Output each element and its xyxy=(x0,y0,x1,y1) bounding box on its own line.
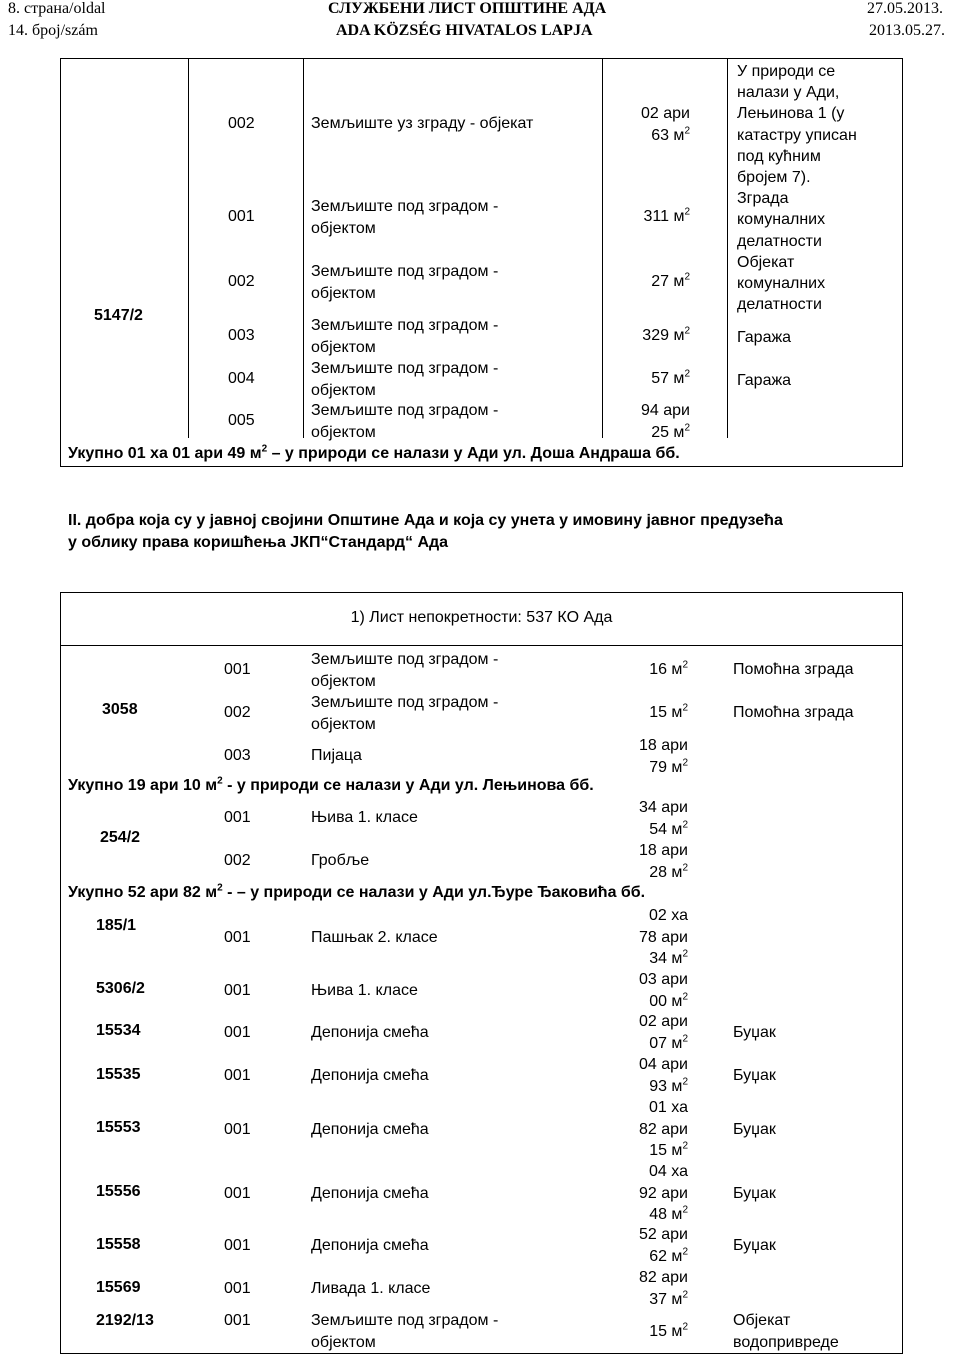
area-m2: 15 $м^2$ xyxy=(649,1321,688,1340)
area-value: 02 ха xyxy=(649,907,688,924)
note-text: Буџак xyxy=(733,1067,776,1084)
parcel-number: 15534 xyxy=(96,1022,141,1039)
note-text: Помоћна зграда xyxy=(733,704,854,721)
parcel-number: 5306/2 xyxy=(96,980,145,997)
area-value: 02 ари xyxy=(641,105,690,122)
superscript-2: 2 xyxy=(684,368,690,380)
superscript-2: 2 xyxy=(217,775,223,787)
section-heading-line-1: II. добра која су у јавној својини Општине Ада и која су унета у имовину јавног предузећа xyxy=(68,512,783,529)
superscript-2: 2 xyxy=(682,1289,688,1301)
land-use: Земљиште под зградом - xyxy=(311,317,499,334)
plot-number: 003 xyxy=(224,747,251,764)
area-value: 78 ари xyxy=(639,928,688,946)
land-use: Депонија смећа xyxy=(311,1121,429,1138)
area-m2: 25 $м^2$ xyxy=(651,422,690,441)
superscript-2: 2 xyxy=(682,819,688,831)
superscript-2: 2 xyxy=(684,422,690,434)
parcel-number: 15553 xyxy=(96,1119,141,1136)
note-block: комуналних xyxy=(737,211,826,229)
land-use: објектом xyxy=(311,382,376,399)
plot-number: 004 xyxy=(228,370,255,387)
superscript-2: 2 xyxy=(682,702,688,714)
plot-number: 001 xyxy=(224,1280,251,1297)
note-text: Објекат xyxy=(733,1312,791,1329)
plot-number: 002 xyxy=(228,115,255,132)
land-use: Земљиште под зградом - xyxy=(311,360,499,377)
note-text: водопривреде xyxy=(733,1334,839,1351)
superscript-2: 2 xyxy=(682,1204,688,1216)
area-value: 94 ари xyxy=(641,402,690,419)
land-use: Депонија смећа xyxy=(311,1185,429,1202)
date-sr: 27.05.2013. xyxy=(867,0,943,17)
area-value: 03 ари xyxy=(639,971,688,988)
section-heading-line-2: у облику права коришћења ЈКП“Стандард“ Ада xyxy=(68,534,449,551)
land-use: Земљиште под зградом - xyxy=(311,651,499,668)
note-text: Гаража xyxy=(737,372,792,389)
land-use: објектом xyxy=(311,716,376,733)
note-block: Зграда xyxy=(737,190,789,208)
table-2-caption: 1) Лист непокретности: 537 КО Ада xyxy=(350,609,613,626)
plot-number: 001 xyxy=(224,1312,251,1329)
area-m2: 34 $м^2$ xyxy=(649,948,688,967)
area-m2: 93 $м^2$ xyxy=(649,1076,688,1095)
total-line: Укупно 52 ари 82 $м^2$ - – у природи се налази у Ади ул.Ђуре Ђаковића бб. xyxy=(68,882,646,901)
plot-number: 002 xyxy=(224,852,251,869)
land-use: Депонија смећа xyxy=(311,1067,429,1084)
note-block: У природи се xyxy=(737,63,836,80)
land-use: Депонија смећа xyxy=(311,1237,429,1254)
area-m2: 329 $м^2$ xyxy=(642,325,690,344)
area-value: 82 ари xyxy=(639,1269,688,1286)
superscript-2: 2 xyxy=(261,443,268,455)
note-text: Буџак xyxy=(733,1237,776,1254)
superscript-2: 2 xyxy=(682,1140,688,1152)
note-block: Објекат xyxy=(737,253,795,271)
superscript-2: 2 xyxy=(682,948,688,960)
plot-number: 003 xyxy=(228,327,255,344)
land-use: Земљиште под зградом - xyxy=(311,263,499,280)
area-m2: 63 $м^2$ xyxy=(651,125,690,144)
note-block: налази у Ади, xyxy=(737,84,840,102)
land-use: Пијаца xyxy=(311,747,362,764)
note-block: катастру уписан xyxy=(737,126,857,144)
gazette-title-hu: ADA KÖZSÉG HIVATALOS LAPJA xyxy=(336,22,593,39)
land-use: објектом xyxy=(311,285,376,302)
land-use: Земљиште уз зграду - објекат xyxy=(311,115,534,132)
plot-number: 001 xyxy=(228,208,255,225)
note-block: под кућним xyxy=(737,147,821,165)
area-m2: 15 $м^2$ xyxy=(649,1140,688,1159)
note-block: Лењинова 1 (у xyxy=(737,105,845,123)
date-hu: 2013.05.27. xyxy=(869,22,945,39)
area-m2: 15 $м^2$ xyxy=(649,702,688,721)
plot-number: 001 xyxy=(224,929,251,946)
superscript-2: 2 xyxy=(682,1246,688,1258)
plot-number: 001 xyxy=(224,1185,251,1202)
parcel-number: 185/1 xyxy=(96,917,137,934)
area-value: 04 ари xyxy=(639,1056,688,1073)
superscript-2: 2 xyxy=(682,659,688,671)
land-use: Њива 1. класе xyxy=(311,809,418,826)
total-line: Укупно 19 ари 10 $м^2$ - у природи се налази у Ади ул. Лењинова бб. xyxy=(68,775,594,794)
parcel-number: 2192/13 xyxy=(96,1312,154,1329)
area-m2: 28 $м^2$ xyxy=(649,862,688,881)
land-use: објектом xyxy=(311,339,376,356)
land-use: Земљиште под зградом - xyxy=(311,694,499,711)
area-value: 04 ха xyxy=(649,1163,688,1180)
plot-number: 005 xyxy=(228,412,255,429)
plot-number: 001 xyxy=(224,1024,251,1041)
area-value: 34 ари xyxy=(639,799,688,816)
area-value: 82 ари xyxy=(639,1120,688,1138)
area-m2: 37 $м^2$ xyxy=(649,1289,688,1308)
area-m2: 27 $м^2$ xyxy=(651,271,690,290)
area-m2: 311 $м^2$ xyxy=(643,206,690,225)
plot-number: 001 xyxy=(224,1121,251,1138)
note-block: бројем 7). xyxy=(737,169,811,186)
land-use: Депонија смећа xyxy=(311,1024,429,1041)
area-m2: 48 $м^2$ xyxy=(649,1204,688,1223)
land-use: Пашњак 2. класе xyxy=(311,929,438,946)
superscript-2: 2 xyxy=(217,882,223,894)
note-text: Буџак xyxy=(733,1024,776,1041)
parcel-number: 15569 xyxy=(96,1279,141,1296)
superscript-2: 2 xyxy=(684,325,690,337)
parcel-number: 15558 xyxy=(96,1236,141,1253)
plot-number: 001 xyxy=(224,809,251,826)
area-m2: 00 $м^2$ xyxy=(649,991,688,1010)
note-text: Буџак xyxy=(733,1185,776,1202)
note-block: делатности xyxy=(737,296,822,314)
superscript-2: 2 xyxy=(684,206,690,218)
superscript-2: 2 xyxy=(682,862,688,874)
area-m2: 16 $м^2$ xyxy=(649,659,688,678)
issue-label: 14. број/szám xyxy=(8,22,98,39)
land-use: објектом xyxy=(311,1334,376,1351)
parcel-number: 3058 xyxy=(102,701,138,718)
land-use: Земљиште под зградом - xyxy=(311,402,499,419)
land-use: Њива 1. класе xyxy=(311,982,418,999)
superscript-2: 2 xyxy=(682,1321,688,1333)
land-use: Ливада 1. класе xyxy=(311,1280,431,1297)
page-label: 8. страна/oldal xyxy=(8,0,106,17)
note-text: Буџак xyxy=(733,1121,776,1138)
superscript-2: 2 xyxy=(684,125,690,137)
land-use: објектом xyxy=(311,424,376,441)
land-use: објектом xyxy=(311,673,376,690)
plot-number: 001 xyxy=(224,982,251,999)
area-value: 18 ари xyxy=(639,737,688,754)
land-use: Земљиште под зградом - xyxy=(311,198,499,215)
superscript-2: 2 xyxy=(684,271,690,283)
area-value: 02 ари xyxy=(639,1013,688,1030)
land-use: објектом xyxy=(311,220,376,237)
area-m2: 07 $м^2$ xyxy=(649,1033,688,1052)
plot-number: 001 xyxy=(224,1067,251,1084)
superscript-2: 2 xyxy=(682,757,688,769)
area-m2: 57 $м^2$ xyxy=(651,368,690,387)
superscript-2: 2 xyxy=(682,991,688,1003)
area-value: 18 ари xyxy=(639,842,688,859)
gazette-title-sr: СЛУЖБЕНИ ЛИСТ ОПШТИНЕ АДА xyxy=(328,0,607,17)
note-text: Помоћна зграда xyxy=(733,661,854,678)
area-m2: 54 $м^2$ xyxy=(649,819,688,838)
parcel-number: 5147/2 xyxy=(94,307,143,324)
land-use: Гробље xyxy=(311,852,370,869)
land-use: Земљиште под зградом - xyxy=(311,1312,499,1329)
superscript-2: 2 xyxy=(682,1033,688,1045)
parcel-number: 15556 xyxy=(96,1183,141,1200)
note-block: комуналних xyxy=(737,275,826,292)
plot-number: 002 xyxy=(224,704,251,721)
plot-number: 001 xyxy=(224,661,251,678)
area-m2: 62 $м^2$ xyxy=(649,1246,688,1265)
plot-number: 001 xyxy=(224,1237,251,1254)
area-value: 52 ари xyxy=(639,1226,688,1243)
area-value: 92 ари xyxy=(639,1184,688,1202)
area-value: 01 ха xyxy=(649,1099,688,1116)
plot-number: 002 xyxy=(228,273,255,290)
note-text: Гаража xyxy=(737,329,792,346)
area-m2: 79 $м^2$ xyxy=(649,757,688,776)
superscript-2: 2 xyxy=(682,1076,688,1088)
parcel-number: 15535 xyxy=(96,1066,141,1083)
total-line: Укупно 01 ха 01 ари 49 $м^2$ – у природи се налази у Ади ул. Доша Андраша бб. xyxy=(68,443,680,462)
note-block: делатности xyxy=(737,232,822,250)
parcel-number: 254/2 xyxy=(100,829,141,846)
